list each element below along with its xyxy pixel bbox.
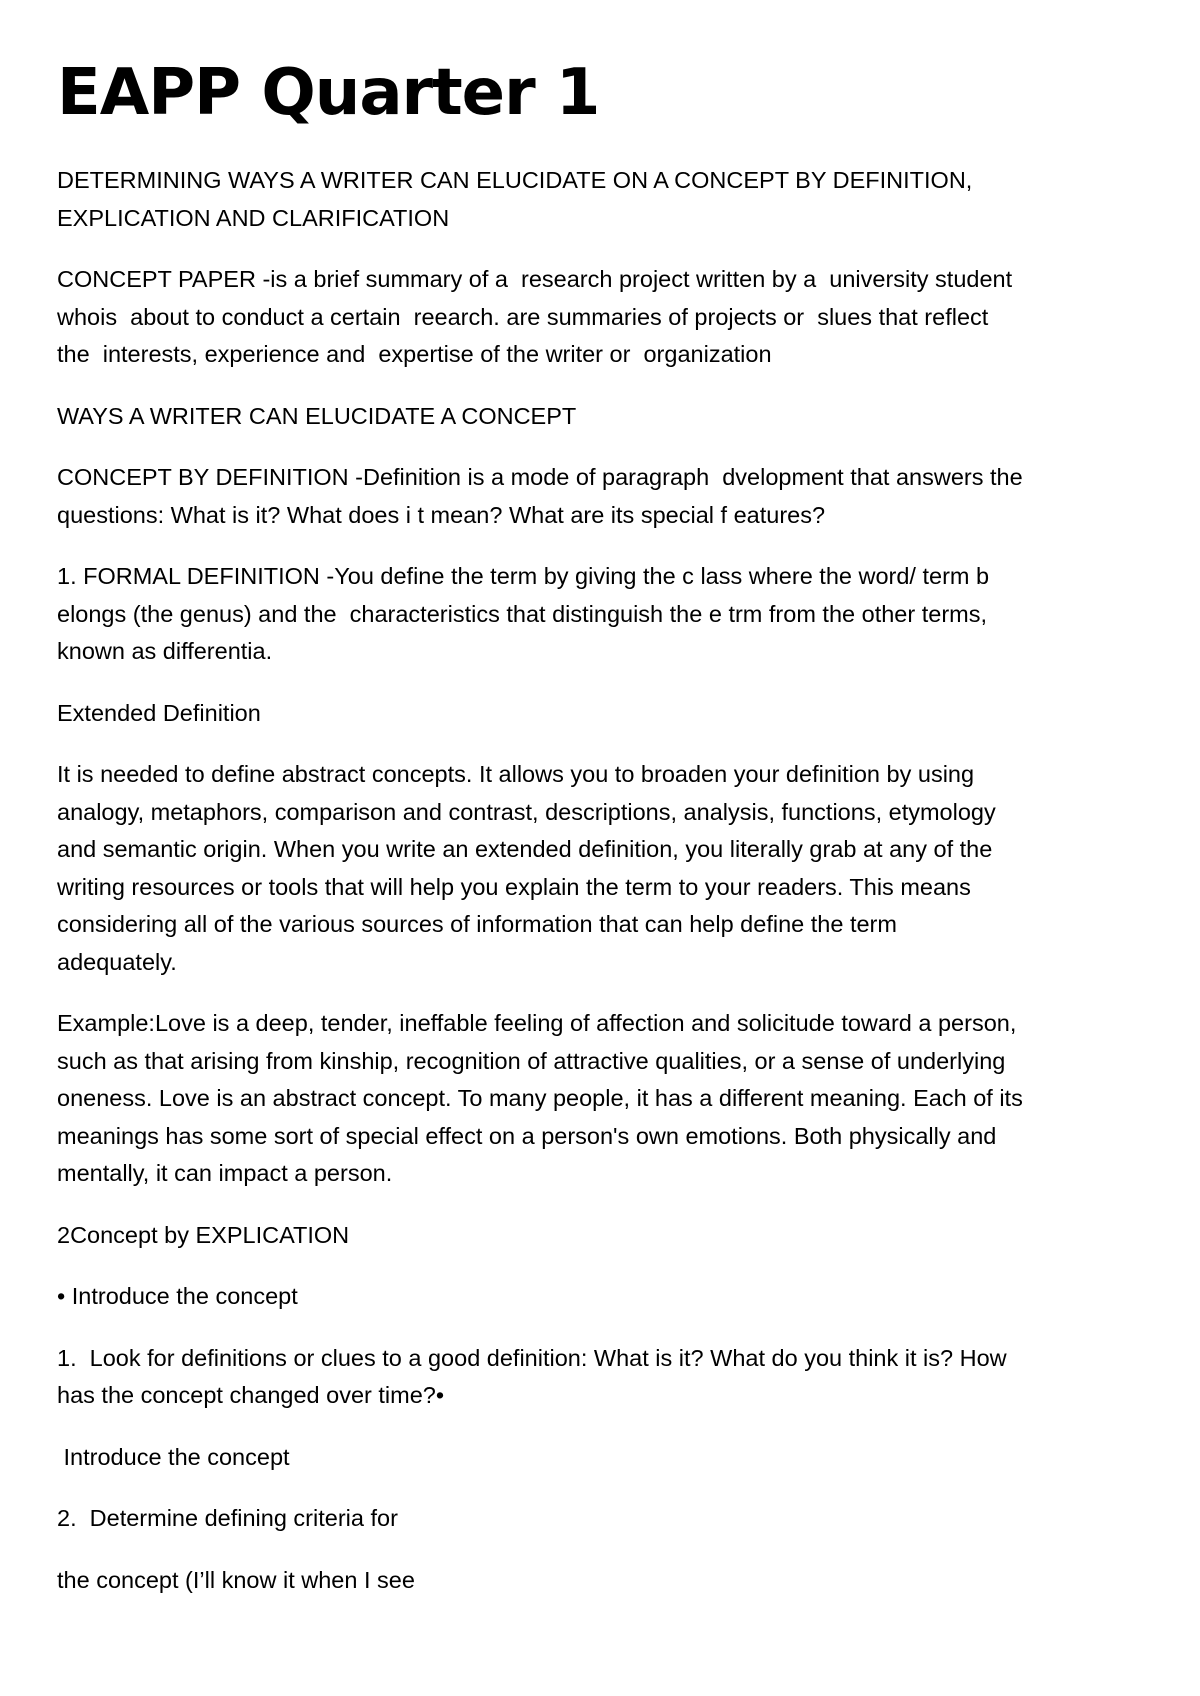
- introduce-concept-line: Introduce the concept: [57, 1443, 290, 1470]
- section-heading-ways-writer: WAYS A WRITER CAN ELUCIDATE A CONCEPT: [57, 402, 577, 429]
- concept-by-definition: CONCEPT BY DEFINITION -Definition is a mode of paragraph dvelopment that answers the questions: What is it? What does i t mean? What are its special f eatures?: [57, 464, 1023, 528]
- extended-definition-body: It is needed to define abstract concepts. It allows you to broaden your definition by using analogy, metaphors, comparison and contrast, descriptions, analysis, functions, etymology and semantic origin. When you write an extended definition, you literally grab at any of the writing resources or tools that will help you explain the term to your readers. This means considering all of the various sources of information that can help define the term adequately.: [57, 761, 996, 975]
- formal-definition: 1. FORMAL DEFINITION -You define the term by giving the c lass where the word/ term b elongs (the genus) and the characteristics that distinguish the e trm from the other terms, known as differentia.: [57, 563, 990, 665]
- extended-definition-heading: Extended Definition: [57, 699, 261, 726]
- concept-criteria-line: the concept (I’ll know it when I see: [57, 1566, 415, 1593]
- list-item-2: 2. Determine defining criteria for: [57, 1505, 398, 1532]
- concept-by-explication-heading: 2Concept by EXPLICATION: [57, 1221, 350, 1248]
- concept-paper-definition: CONCEPT PAPER -is a brief summary of a research project written by a university student whois about to conduct a certain reearch. are summaries of projects or slues that reflect the interests, experience and expertise of the writer or organization: [57, 266, 1013, 368]
- section-heading-determining-ways: DETERMINING WAYS A WRITER CAN ELUCIDATE ON A CONCEPT BY DEFINITION, EXPLICATION AND CLARIFICATION: [57, 167, 973, 231]
- page-title: EAPP Quarter 1: [57, 56, 600, 130]
- document-page: [57, 58, 1157, 1623]
- love-example: Example:Love is a deep, tender, ineffable feeling of affection and solicitude toward a person, such as that arising from kinship, recognition of attractive qualities, or a sense of underlying oneness. Love is an abstract concept. To many people, it has a different meaning. Each of its meanings has some sort of special effect on a person's own emotions. Both physically and mentally, it can impact a person.: [57, 1010, 1023, 1187]
- bullet-introduce-concept: • Introduce the concept: [57, 1283, 298, 1310]
- list-item-1: 1. Look for definitions or clues to a good definition: What is it? What do you think it is? How has the concept changed over time?•: [57, 1344, 1007, 1409]
